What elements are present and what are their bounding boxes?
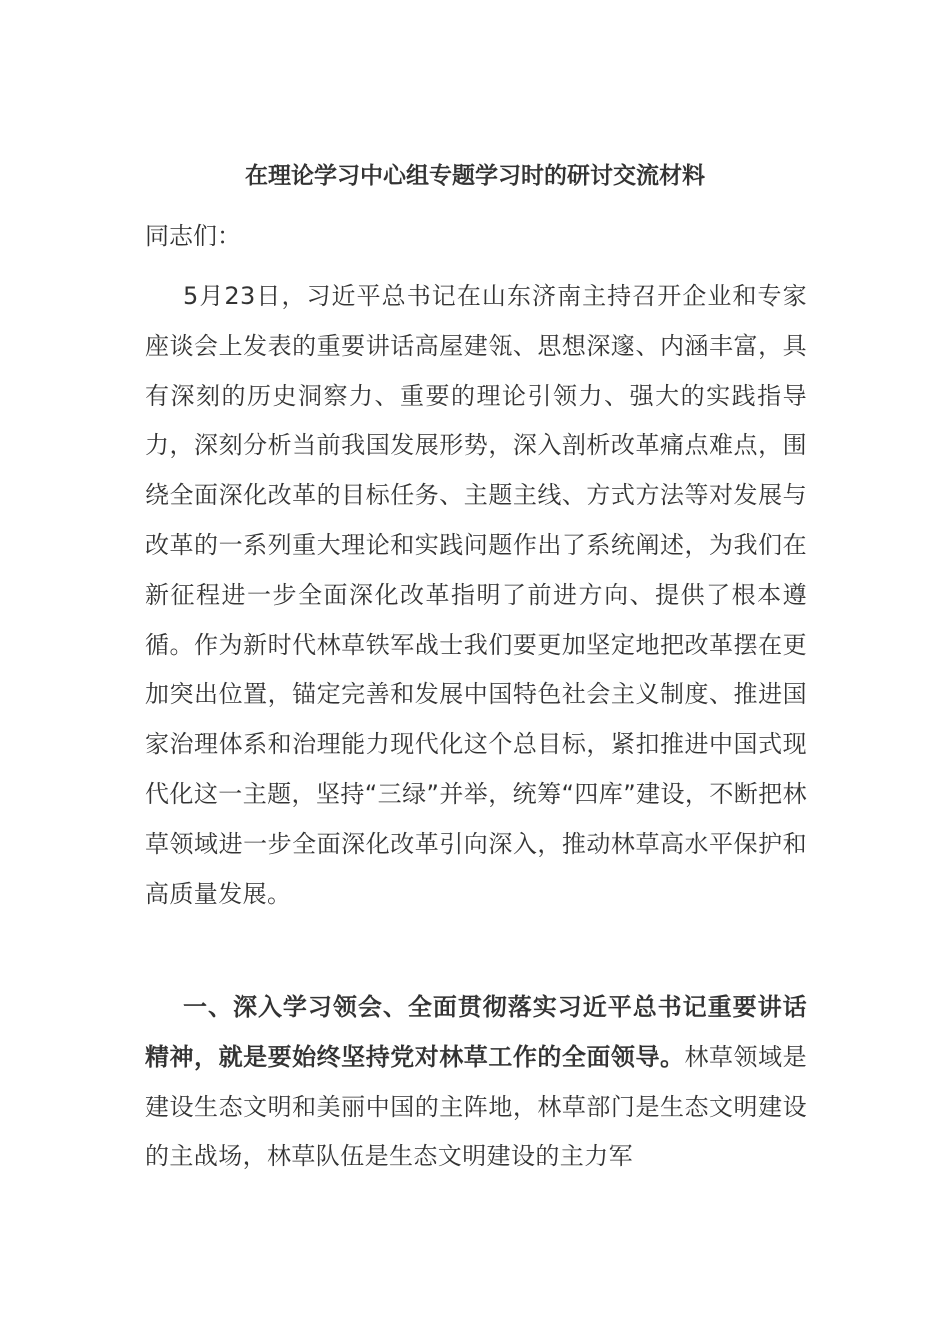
section-one-body: 林草领域是建设生态文明和美丽中国的主阵地，林草部门是生态文明建设的主战场，林草队伍是生态文明建设的主力军 [145, 1042, 807, 1171]
paragraph-section-one [145, 983, 807, 1182]
document-title: 在理论学习中心组专题学习时的研讨交流材料 [245, 163, 705, 189]
salutation: 同志们： [145, 222, 241, 250]
section-one-heading: 一、深入学习领会、全面贯彻落实习近平总书记重要讲话精神，就是要始终坚持党对林草工作的全面领导。 [145, 993, 807, 1071]
paragraph-intro: 5月23日，习近平总书记在山东济南主持召开企业和专家座谈会上发表的重要讲话高屋建瓴、思想深邃、内涵丰富，具有深刻的历史洞察力、重要的理论引领力、强大的实践指导力，深刻分析当前我国发展形势，深入剖析改革痛点难点，围绕全面深化改革的目标任务、主题主线、方式方法等对发展与改革的一系列重大理论和实践问题作出了系统阐述，为我们在新征程进一步全面深化改革指明了前进方向、提供了根本遵循。作为新时代林草铁军战士我们要更加坚定地把改革摆在更加突出位置，锚定完善和发展中国特色社会主义制度、推进国家治理体系和治理能力现代化这个总目标，紧扣推进中国式现代化这一主题，坚持“三绿”并举，统筹“四库”建设，不断把林草领域进一步全面深化改革引向深入，推动林草高水平保护和高质量发展。 [145, 282, 807, 908]
